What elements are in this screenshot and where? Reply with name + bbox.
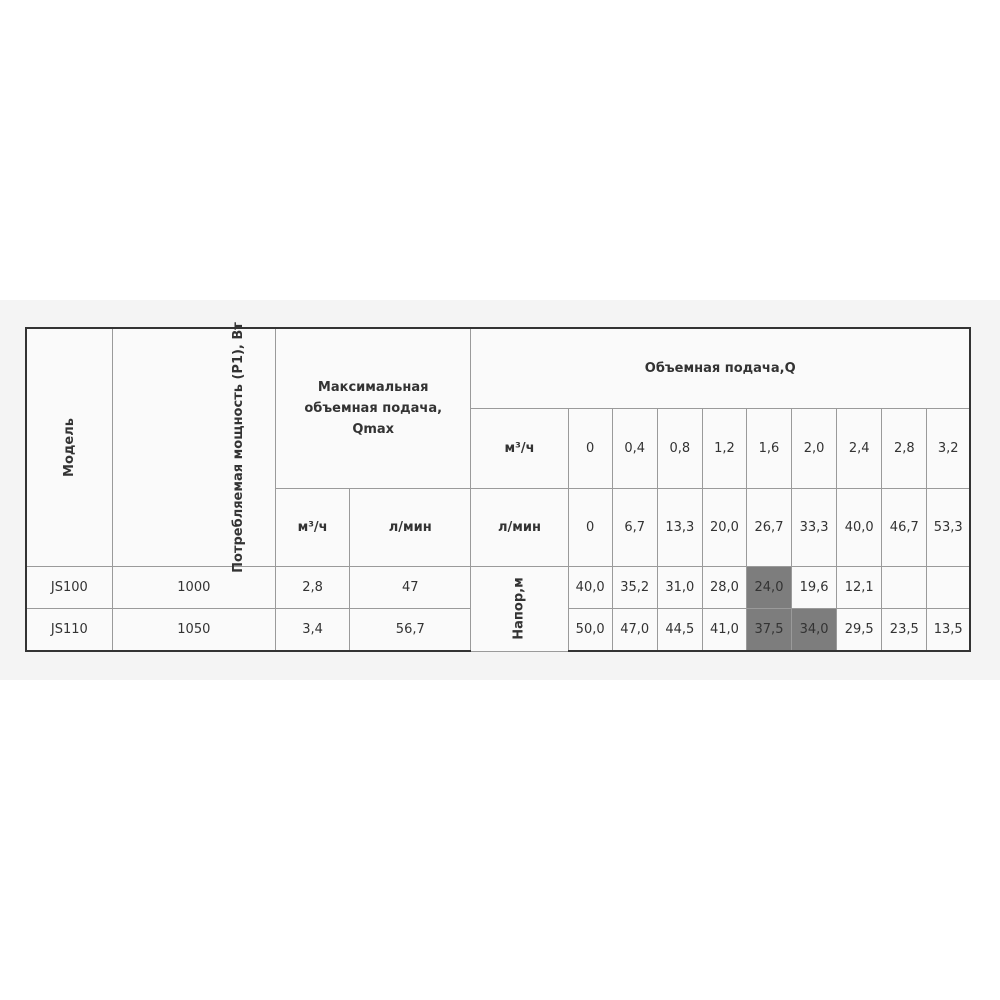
power-cell: 1050 [112, 608, 275, 651]
flow-lmin-cell: 0 [568, 488, 612, 566]
pump-spec-table [25, 321, 971, 652]
head-cell: 23,5 [882, 608, 927, 651]
head-cell: 44,5 [657, 608, 702, 651]
qmax-m3h-cell: 2,8 [276, 566, 350, 608]
flow-lmin-cell: 46,7 [882, 488, 927, 566]
head-cell: 50,0 [568, 608, 612, 651]
qmax-header: Максимальная объемная подача, Qmax [276, 328, 471, 488]
head-cell: 40,0 [568, 566, 612, 608]
head-cell: 19,6 [792, 566, 837, 608]
head-cell: 12,1 [837, 566, 882, 608]
model-header-cell [26, 328, 112, 566]
head-cell: 28,0 [702, 566, 746, 608]
flow-lmin-cell: 6,7 [612, 488, 657, 566]
head-cell [882, 566, 927, 608]
flow-m3h-cell: 0 [568, 408, 612, 488]
qmax-unit-lmin: л/мин [350, 488, 471, 566]
flow-m3h-cell: 1,2 [702, 408, 746, 488]
flow-lmin-cell: 26,7 [746, 488, 791, 566]
head-cell: 41,0 [702, 608, 746, 651]
table-row [26, 566, 970, 608]
power-header-cell [112, 321, 275, 573]
flow-unit-m3h: м³/ч [471, 408, 568, 488]
head-label-cell [471, 566, 568, 651]
qmax-m3h-cell: 3,4 [276, 608, 350, 651]
model-header: Модель [61, 417, 77, 477]
flow-m3h-cell: 0,8 [657, 408, 702, 488]
flow-lmin-cell: 33,3 [792, 488, 837, 566]
head-cell: 29,5 [837, 608, 882, 651]
head-cell-highlighted: 34,0 [792, 608, 837, 651]
flow-m3h-cell: 2,0 [792, 408, 837, 488]
head-cell: 31,0 [657, 566, 702, 608]
head-cell-highlighted: 24,0 [746, 566, 791, 608]
power-cell: 1000 [112, 566, 275, 608]
flow-lmin-cell: 40,0 [837, 488, 882, 566]
model-cell: JS110 [26, 608, 112, 651]
head-label: Напор,м [512, 577, 527, 640]
qmax-lmin-cell: 56,7 [350, 608, 471, 651]
qmax-lmin-cell: 47 [350, 566, 471, 608]
head-cell: 13,5 [927, 608, 970, 651]
head-cell: 35,2 [612, 566, 657, 608]
head-cell [927, 566, 970, 608]
flow-lmin-cell: 13,3 [657, 488, 702, 566]
flow-header: Объемная подача,Q [471, 328, 970, 408]
flow-lmin-cell: 53,3 [927, 488, 970, 566]
head-cell-highlighted: 37,5 [746, 608, 791, 651]
flow-lmin-cell: 20,0 [702, 488, 746, 566]
flow-m3h-cell: 2,4 [837, 408, 882, 488]
model-cell: JS100 [26, 566, 112, 608]
flow-m3h-cell: 3,2 [927, 408, 970, 488]
power-header: Потребляемая мощность (P1), Вт [230, 321, 246, 573]
flow-m3h-cell: 0,4 [612, 408, 657, 488]
flow-m3h-cell: 1,6 [746, 408, 791, 488]
head-cell: 47,0 [612, 608, 657, 651]
qmax-unit-m3h: м³/ч [276, 488, 350, 566]
flow-m3h-cell: 2,8 [882, 408, 927, 488]
flow-unit-lmin: л/мин [471, 488, 568, 566]
